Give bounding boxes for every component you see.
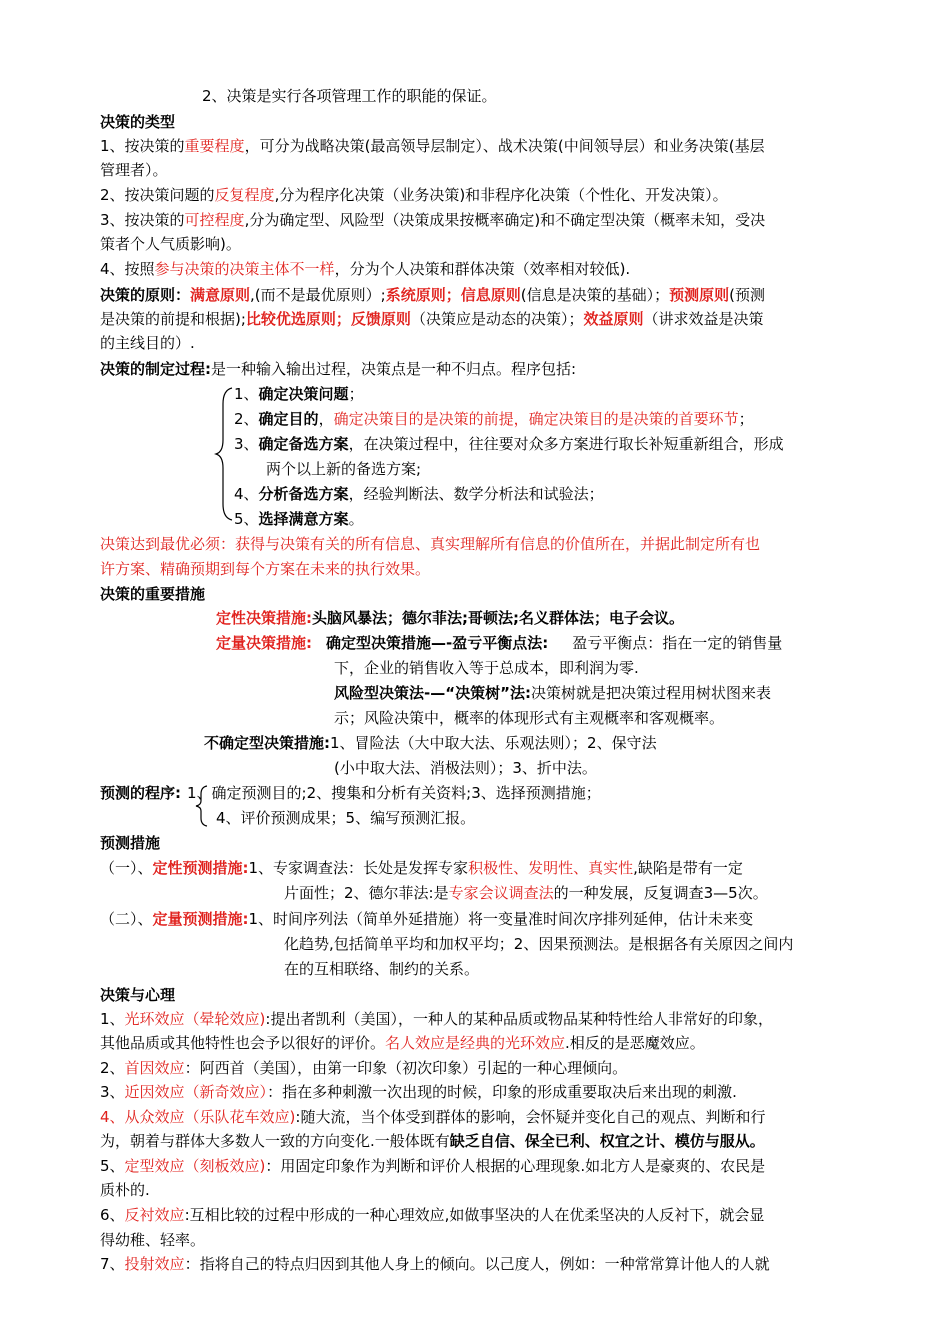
text-line: 2、按决策问题的反复程度,分为程序化决策（业务决策)和非程序化决策（个性化、开发决策）。	[100, 186, 728, 204]
text-line: 许方案、精确预期到每个方案在未来的执行效果。	[100, 560, 431, 578]
section-heading-decision-types: 决策的类型	[100, 113, 176, 131]
text-line: 管理者）。	[100, 161, 168, 179]
text-line: 下，企业的销售收入等于总成本，即利润为零.	[334, 659, 639, 677]
text-line: 3、确定备选方案，在决策过程中，往往要对众多方案进行取长补短重新组合，形成	[234, 435, 784, 453]
text-line: 其他品质或其他特性也会予以很好的评价。名人效应是经典的光环效应.相反的是恶魔效应。	[100, 1034, 705, 1052]
text-line: 5、定型效应（刻板效应)：用固定印象作为判断和评价人根据的心理现象.如北方人是豪爽的、农民是	[100, 1157, 766, 1175]
text-line: 3、近因效应（新奇效应）：指在多种刺激一次出现的时候，印象的形成重要取决后来出现的刺激.	[100, 1083, 737, 1101]
text-line: 1、确定决策问题；	[234, 385, 364, 403]
bracket-brace	[214, 386, 236, 522]
text-line: 化趋势,包括简单平均和加权平均；2、因果预测法。是根据各有关原因之间内	[284, 935, 794, 953]
text-line: (小中取大法、消极法则）；3、折中法。	[334, 759, 597, 777]
text-line: 2、确定目的，确定决策目的是决策的前提，确定决策目的是决策的首要环节；	[234, 410, 754, 428]
section-heading-important-measures: 决策的重要措施	[100, 585, 206, 603]
text-line: 3、按决策的可控程度,分为确定型、风险型（决策成果按概率确定)和不确定型决策（概率未知，受决	[100, 211, 766, 229]
text-line: 策者个人气质影响)。	[100, 235, 241, 253]
text-line: 定量决策措施: 确定型决策措施—-盈亏平衡点法: 盈亏平衡点：指在一定的销售量	[216, 634, 783, 652]
text-line: 预测的程序: 1、确定预测目的;2、搜集和分析有关资料;3、选择预测措施；	[100, 784, 601, 802]
text-line: 两个以上新的备选方案;	[266, 460, 422, 478]
text-line: 定性决策措施:头脑风暴法；德尔菲法;哥顿法;名义群体法；电子会议。	[216, 609, 684, 627]
text-line: 4、评价预测成果；5、编写预测汇报。	[216, 809, 476, 827]
text-line: 的主线目的）.	[100, 334, 195, 352]
section-heading-decision-psychology: 决策与心理	[100, 986, 176, 1004]
text-line: 不确定型决策措施:1、冒险法（大中取大法、乐观法则）；2、保守法	[204, 734, 657, 752]
text-line: 4、按照参与决策的决策主体不一样，分为个人决策和群体决策（效率相对较低).	[100, 260, 631, 278]
text-line: 1、按决策的重要程度，可分为战略决策(最高领导层制定）、战术决策(中间领导层）和业务决策(基层	[100, 137, 765, 155]
text-line: 片面性；2、德尔菲法:是专家会议调查法的一种发展，反复调查3—5次。	[284, 884, 768, 902]
text-line: （一）、定性预测措施:1、专家调查法：长处是发挥专家积极性、发明性、真实性,缺陷是带有一定	[100, 859, 743, 877]
text-line: 示；风险决策中，概率的体现形式有主观概率和客观概率。	[334, 709, 725, 727]
text-line: 4、分析备选方案，经验判断法、数学分析法和试验法；	[234, 485, 604, 503]
text-line: 得幼稚、轻率。	[100, 1231, 206, 1249]
text-line: 决策达到最优必须：获得与决策有关的所有信息、真实理解所有信息的价值所在，并据此制定所有也	[100, 535, 761, 553]
text-line: 是决策的前提和根据);比较优选原则；反馈原则（决策应是动态的决策）；效益原则（讲求效益是决策	[100, 310, 764, 328]
text-line: 2、决策是实行各项管理工作的职能的保证。	[202, 87, 497, 105]
text-line: 决策的原则：满意原则,(而不是最优原则）;系统原则；信息原则(信息是决策的基础）；预测原则(预测	[100, 286, 765, 304]
text-line: 6、反衬效应:互相比较的过程中形成的一种心理效应,如做事坚决的人在优柔坚决的人反衬下，就会显	[100, 1206, 765, 1224]
text-line: （二）、定量预测措施:1、时间序列法（简单外延措施）将一变量准时间次序排列延伸，估计未来变	[100, 910, 754, 928]
text-line: 4、从众效应（乐队花车效应):随大流，当个体受到群体的影响，会怀疑并变化自己的观点、判断和行	[100, 1108, 766, 1126]
text-line: 质朴的.	[100, 1181, 150, 1199]
text-line: 在的互相联络、制约的关系。	[284, 960, 480, 978]
text-line: 7、投射效应：指将自己的特点归因到其他人身上的倾向。以己度人，例如：一种常常算计他人的人就	[100, 1255, 770, 1273]
text-line: 风险型决策法-—“决策树”法:决策树就是把决策过程用树状图来表	[334, 684, 771, 702]
text-line: 为，朝着与群体大多数人一致的方向变化.一般体既有缺乏自信、保全已利、权宜之计、模仿与服从。	[100, 1132, 765, 1150]
text-line: 决策的制定过程:是一种输入输出过程，决策点是一种不归点。程序包括:	[100, 360, 577, 378]
section-heading-forecast-measures: 预测措施	[100, 834, 161, 852]
text-line: 5、选择满意方案。	[234, 510, 364, 528]
text-line: 2、首因效应：阿西首（美国），由第一印象（初次印象）引起的一种心理倾向。	[100, 1059, 628, 1077]
text-line: 1、光环效应（晕轮效应):提出者凯利（美国），一种人的某种品质或物品某种特性给人非常好的印象，	[100, 1010, 773, 1028]
